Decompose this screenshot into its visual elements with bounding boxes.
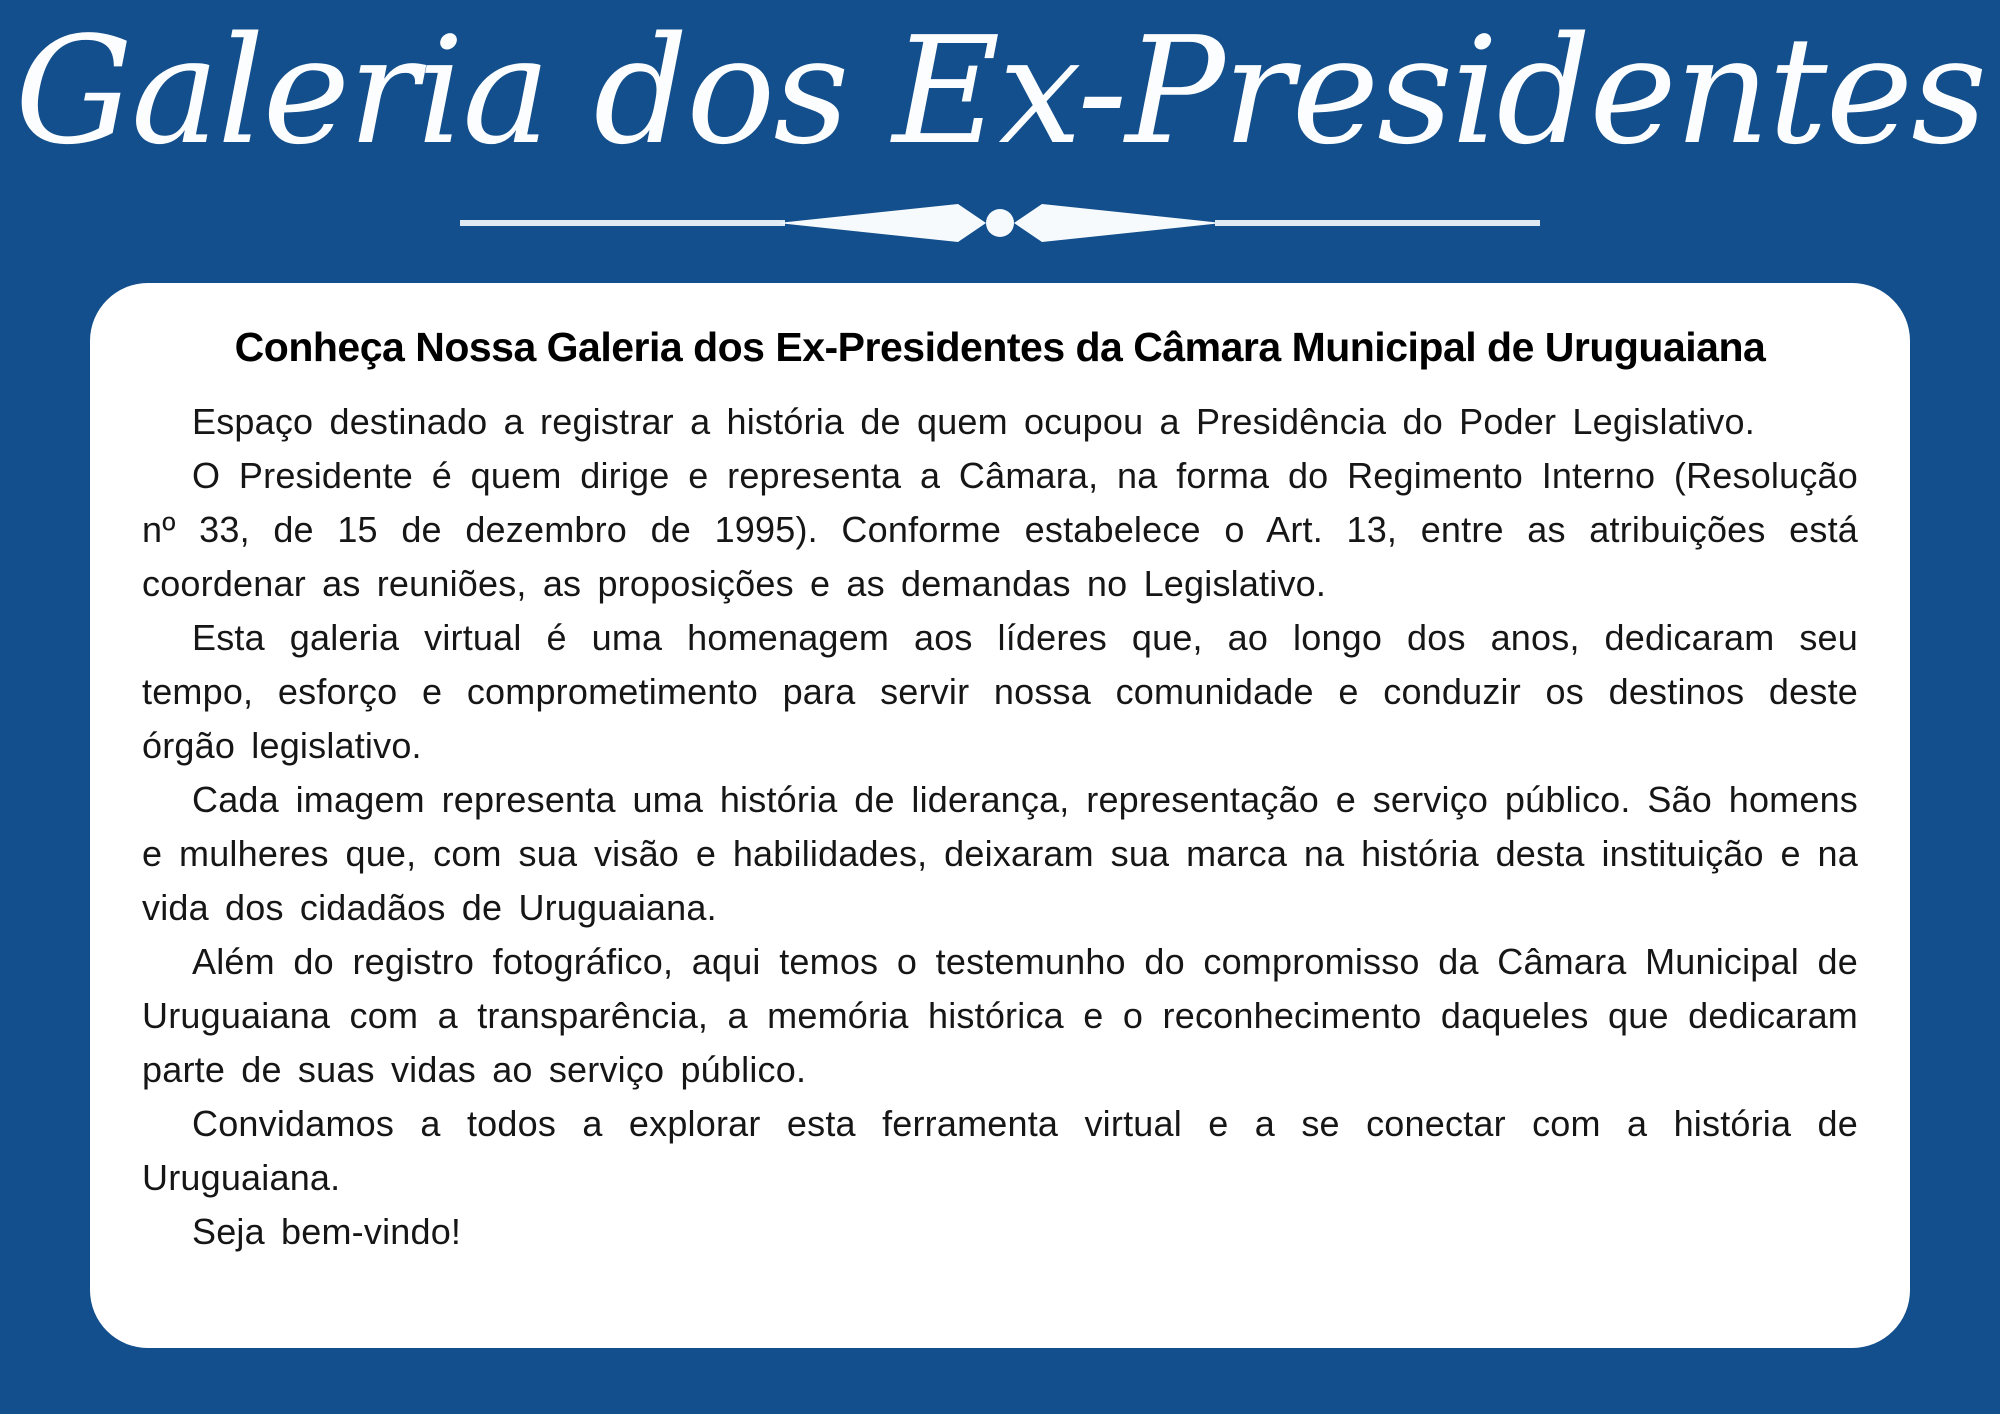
content-card: [90, 283, 1910, 1348]
card-heading: Conheça Nossa Galeria dos Ex-Presidentes da Câmara Municipal de Uruguaiana: [234, 324, 1766, 370]
paragraph-registro: Além do registro fotográfico, aqui temos o testemunho do compromisso da Câmara Municipal de Uruguaiana com a transparência, a memória histórica e o reconhecimento daqueles que dedicaram parte de suas vidas ao serviço público.: [142, 941, 1858, 1090]
paragraph-galeria: Esta galeria virtual é uma homenagem aos líderes que, ao longo dos anos, dedicaram seu tempo, esforço e comprometimento para servir nossa comunidade e conduzir os destinos deste órgão legislativo.: [142, 617, 1858, 766]
divider-ornament: [460, 198, 1540, 248]
paragraph-presidente: O Presidente é quem dirige e representa a Câmara, na forma do Regimento Interno (Resolução nº 33, de 15 de dezembro de 1995). Conforme estabelece o Art. 13, entre as atribuições está coordenar as reuniões, as proposições e as demandas no Legislativo.: [142, 455, 1858, 604]
masthead: [0, 0, 2000, 283]
paragraph-espaco: Espaço destinado a registrar a história de quem ocupou a Presidência do Poder Legislativo.: [192, 401, 1755, 442]
page-title: Galeria dos Ex-Presidentes: [14, 5, 1986, 177]
paragraph-imagem: Cada imagem representa uma história de liderança, representação e serviço público. São homens e mulheres que, com sua visão e habilidades, deixaram sua marca na história desta instituição e na vida dos cidadãos de Uruguaiana.: [142, 779, 1858, 928]
paragraph-boas-vindas: Seja bem-vindo!: [192, 1211, 462, 1252]
paragraph-convite: Convidamos a todos a explorar esta ferramenta virtual e a se conectar com a história de Uruguaiana.: [142, 1103, 1858, 1198]
card-body: [142, 395, 1858, 1259]
